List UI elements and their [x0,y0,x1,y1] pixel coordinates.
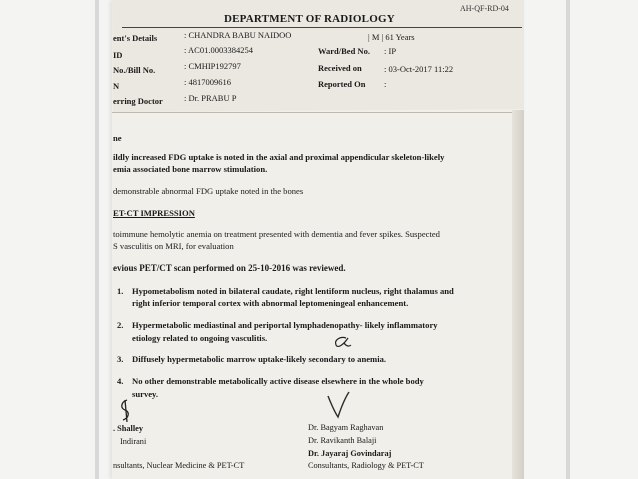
patient-sex-age: | M | 61 Years [368,32,415,42]
list-item-line: etiology related to ongoing vasculitis. [132,333,268,343]
right-signatory-2: Dr. Ravikanth Balaji [308,436,377,445]
id-value: : AC01.0003384254 [184,45,253,55]
finding-line-3: demonstrable abnormal FDG uptake noted in the bones [113,186,304,196]
page-fold-shadow [512,110,524,479]
impression-heading: ET-CT IMPRESSION [113,208,195,218]
list-number: 3. [117,354,124,364]
section-fragment: ne [113,133,122,143]
list-number: 2. [117,320,124,330]
bill-value: : CMHIP192797 [184,61,241,71]
right-signatory-title: Consultants, Radiology & PET-CT [308,461,424,470]
department-rule [122,27,522,28]
checkmark-signature-icon [325,390,351,420]
list-item-line: Hypermetabolic mediastinal and periportal lymphadenopathy- likely inflammatory [132,320,438,330]
patient-name: : CHANDRA BABU NAIDOO [184,30,292,40]
referring-value: : Dr. PRABU P [184,93,237,103]
header-divider [112,112,512,113]
left-signatory-2: Indirani [120,437,147,446]
left-signatory-1: . Shalley [113,424,143,433]
received-label: Received on [318,63,362,73]
list-item-line: No other demonstrable metabolically active disease elsewhere in the whole body [132,376,424,386]
department-title: DEPARTMENT OF RADIOLOGY [224,13,395,25]
list-item-line: right inferior temporal cortex with abnormal leptomeningeal enhancement. [132,298,409,308]
id-label: ID [113,50,123,60]
list-number: 4. [117,376,124,386]
referring-label: erring Doctor [113,96,163,106]
finding-line-1: ildly increased FDG uptake is noted in the axial and proximal appendicular skeleton-likely [113,152,445,162]
right-signatory-1: Dr. Bagyam Raghavan [308,423,384,432]
n-value: : 4817009616 [184,77,231,87]
left-signatory-title: nsultants, Nuclear Medicine & PET-CT [113,461,245,470]
reported-label: Reported On [318,79,366,89]
ward-label: Ward/Bed No. [318,46,370,56]
reported-value: : [384,79,387,89]
signature-scribble-icon [115,398,137,424]
form-code: AH-QF-RD-04 [460,4,509,13]
n-label: N [113,81,120,91]
finding-line-2: emia associated bone marrow stimulation. [113,164,268,174]
list-item-line: Diffusely hypermetabolic marrow uptake-likely secondary to anemia. [132,354,387,364]
slide-frame-right [566,0,570,479]
list-number: 1. [117,286,124,296]
bill-label: No./Bill No. [113,65,156,75]
list-item-line: Hypometabolism noted in bilateral caudate, right lentiform nucleus, right thalamus and [132,286,454,296]
impression-line-1: toimmune hemolytic anemia on treatment presented with dementia and fever spikes. Suspected [113,229,440,239]
patient-details-label: ent's Details [113,33,158,43]
previous-scan-note: evious PET/CT scan performed on 25-10-2016 was reviewed. [113,263,346,273]
list-item-line: survey. [132,389,159,399]
impression-line-2: S vasculitis on MRI, for evaluation [113,241,234,251]
ward-value: : IP [384,46,397,56]
right-signatory-3: Dr. Jayaraj Govindaraj [308,449,392,458]
handwritten-mark-icon [330,334,352,350]
received-value: : 03-Oct-2017 11:22 [384,64,454,74]
slide-frame-left [95,0,99,479]
